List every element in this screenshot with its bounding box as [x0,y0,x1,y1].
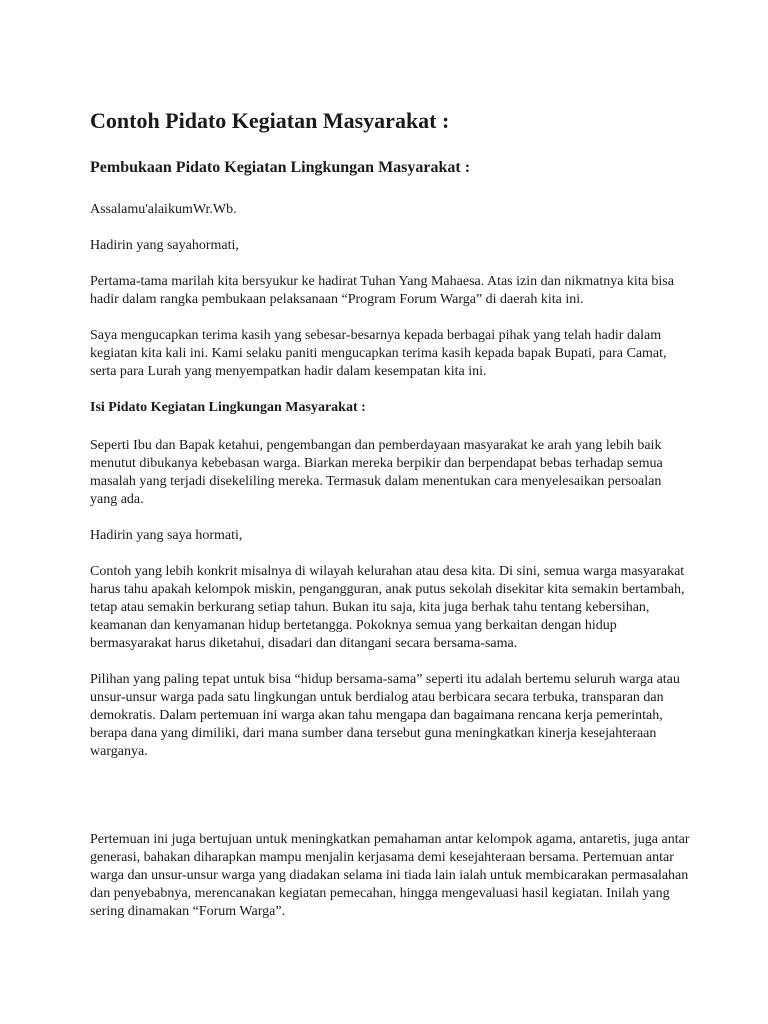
blank-space [90,779,690,831]
document-title: Contoh Pidato Kegiatan Masyarakat : [90,108,450,133]
paragraph-purpose: Pertemuan ini juga bertujuan untuk meningkatkan pemahaman antar kelompok agama, antaretis, juga antar generasi, bahakan diharapkan mampu menjalin kerjasama demi kesejahteraan bersama. Pertemuan antar warga dan unsur-unsur warga yang diadakan selama ini tiada lain ialah untuk membicarakan permasalahan dan penyebabnya, merencanakan kegiatan pemecahan, hingga mengevaluasi hasil kegiatan. Inilah yang sering dinamakan “Forum Warga”. [90,832,690,920]
salutation-text-2: Hadirin yang saya hormati, [90,528,243,544]
greeting-text: Assalamu'alaikumWr.Wb. [90,202,237,218]
paragraph-example: Contoh yang lebih konkrit misalnya di wilayah kelurahan atau desa kita. Di sini, semua warga masyarakat harus tahu apakah kelompok miskin, pengangguran, anak putus sekolah disekitar kita semakin bertambah, tetap atau semakin berkurang setiap tahun. Bukan itu saja, kita juga berhak tahu tentang kebersihan, keamanan dan kenyamanan hidup bertetangga. Pokoknya semua yang berkaitan dengan hidup bermasyarakat harus diketahui, disadari dan ditangani secara bersama-sama. [90,564,685,652]
salutation-text: Hadirin yang sayahormati, [90,238,239,254]
paragraph-choice: Pilihan yang paling tepat untuk bisa “hidup bersama-sama” seperti itu adalah bertemu seluruh warga atau unsur-unsur warga pada satu lingkungan untuk berdialog atau berbicara secara terbuka, transparan dan demokratis. Dalam pertemuan ini warga akan tahu mengapa dan bagaimana rencana kerja pemerintah, berapa dana yang dimiliki, dari mana sumber dana tersebut guna meningkatkan kinerja kesejahteraan warganya. [90,672,680,760]
document-page [90,108,690,939]
section-heading-opening: Pembukaan Pidato Kegiatan Lingkungan Masyarakat : [90,159,471,177]
paragraph-development: Seperti Ibu dan Bapak ketahui, pengembangan dan pemberdayaan masyarakat ke arah yang lebih baik menutut dibukanya kebebasan warga. Biarkan mereka berpikir dan berpendapat bebas terhadap semua masalah yang terjadi disekeliling mereka. Termasuk dalam menentukan cara menyelesaikan persoalan yang ada. [90,438,663,508]
section-heading-content: Isi Pidato Kegiatan Lingkungan Masyarakat : [90,400,366,416]
paragraph-thanks: Saya mengucapkan terima kasih yang sebesar-besarnya kepada berbagai pihak yang telah hadir dalam kegiatan kita kali ini. Kami selaku paniti mengucapkan terima kasih kepada bapak Bupati, para Camat, serta para Lurah yang menyempatkan hadir dalam kesempatan kita ini. [90,328,667,380]
paragraph-gratitude: Pertama-tama marilah kita bersyukur ke hadirat Tuhan Yang Mahaesa. Atas izin dan nikmatnya kita bisa hadir dalam rangka pembukaan pelaksanaan “Program Forum Warga” di daerah kita ini. [90,274,674,308]
